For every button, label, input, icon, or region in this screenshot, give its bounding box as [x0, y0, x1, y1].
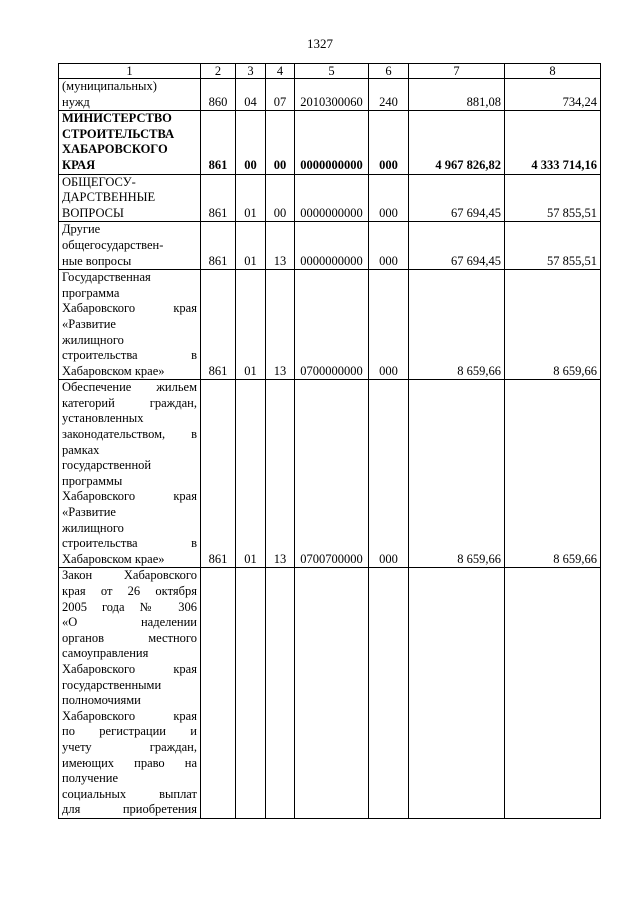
subsection-cell: 13 [266, 222, 295, 270]
table-row [59, 568, 601, 819]
subsection-cell: 13 [266, 380, 295, 568]
column-header: 4 [266, 64, 295, 79]
expense-type-cell: 000 [369, 174, 409, 222]
column-header: 6 [369, 64, 409, 79]
item-name-line: ХАБАРОВСКОГО [62, 142, 168, 157]
item-name-line: Хабаровском крае» [62, 363, 165, 378]
amount-cell-1: 4 967 826,82 [409, 111, 505, 174]
item-name-cell [59, 222, 201, 270]
subsection-cell: 00 [266, 111, 295, 174]
target-article-cell: 0000000000 [295, 111, 369, 174]
item-name-line: «О наделении [62, 615, 197, 630]
item-name-line: Закон Хабаровского [62, 568, 197, 583]
section-cell: 04 [236, 79, 266, 111]
page-number: 1327 [307, 36, 333, 51]
amount-cell-2: 57 855,51 [505, 222, 601, 270]
grbs-cell: 861 [201, 174, 236, 222]
item-name-line: социальных выплат [62, 786, 197, 801]
item-name-line: 2005 года № 306 [62, 599, 197, 614]
item-name-line: самоуправления [62, 646, 149, 661]
item-name-line: полномочиями [62, 693, 141, 708]
item-name-line: Хабаровского края [62, 708, 197, 723]
item-name-line: МИНИСТЕРСТВО [62, 111, 172, 126]
column-header-row [59, 64, 601, 79]
section-cell [236, 568, 266, 819]
amount-cell-2: 8 659,66 [505, 270, 601, 380]
item-name-line: жилищного [62, 332, 124, 347]
section-cell: 01 [236, 174, 266, 222]
item-name-line: Хабаровского края [62, 301, 197, 316]
table-row [59, 270, 601, 380]
expense-type-cell [369, 568, 409, 819]
column-header: 1 [59, 64, 201, 79]
item-name-line: Другие [62, 222, 101, 237]
item-name-line: Государственная [62, 270, 151, 285]
column-header: 7 [409, 64, 505, 79]
item-name-line: государственными [62, 677, 162, 692]
subsection-cell: 07 [266, 79, 295, 111]
expense-type-cell: 000 [369, 222, 409, 270]
grbs-cell: 861 [201, 222, 236, 270]
item-name-line: для приобретения [62, 802, 197, 817]
amount-cell-1: 881,08 [409, 79, 505, 111]
item-name-line: СТРОИТЕЛЬСТВА [62, 126, 175, 141]
grbs-cell: 861 [201, 270, 236, 380]
expense-type-cell: 240 [369, 79, 409, 111]
item-name-line: КРАЯ [62, 157, 96, 172]
subsection-cell: 00 [266, 174, 295, 222]
item-name-line: программа [62, 285, 120, 300]
item-name-line: края от 26 октября [62, 584, 197, 598]
amount-cell-2: 4 333 714,16 [505, 111, 601, 174]
item-name-cell [59, 568, 201, 819]
item-name-line: общегосударствен- [62, 237, 164, 252]
item-name-line: программы [62, 473, 123, 488]
amount-cell-2 [505, 568, 601, 819]
item-name-cell [59, 79, 201, 111]
amount-cell-1: 8 659,66 [409, 270, 505, 380]
target-article-cell: 0700700000 [295, 380, 369, 568]
grbs-cell [201, 568, 236, 819]
subsection-cell: 13 [266, 270, 295, 380]
amount-cell-1: 67 694,45 [409, 222, 505, 270]
target-article-cell: 0700000000 [295, 270, 369, 380]
item-name-line: категорий граждан, [62, 395, 197, 410]
amount-cell-2: 8 659,66 [505, 380, 601, 568]
item-name-line: строительства в [62, 536, 197, 551]
section-cell: 01 [236, 380, 266, 568]
budget-table [58, 63, 601, 819]
item-name-line: получение [62, 771, 119, 786]
target-article-cell: 0000000000 [295, 174, 369, 222]
amount-cell-2: 734,24 [505, 79, 601, 111]
column-header: 8 [505, 64, 601, 79]
item-name-line: Обеспечение жильем [62, 380, 197, 395]
item-name-line: Хабаровского края [62, 489, 197, 504]
item-name-line: имеющих право на [62, 755, 197, 770]
item-name-cell [59, 174, 201, 222]
amount-cell-1: 67 694,45 [409, 174, 505, 222]
section-cell: 01 [236, 270, 266, 380]
item-name-cell [59, 270, 201, 380]
item-name-line: органов местного [62, 630, 197, 645]
section-cell: 01 [236, 222, 266, 270]
table-row [59, 174, 601, 222]
table-row [59, 111, 601, 174]
item-name-line: Хабаровского края [62, 661, 197, 676]
table-row [59, 380, 601, 568]
item-name-line: законодательством, в [62, 427, 197, 442]
section-cell: 00 [236, 111, 266, 174]
item-name-cell [59, 380, 201, 568]
item-name-line: «Развитие [62, 505, 116, 520]
target-article-cell: 2010300060 [295, 79, 369, 111]
column-header: 2 [201, 64, 236, 79]
item-name-line: учету граждан, [62, 739, 197, 754]
amount-cell-1 [409, 568, 505, 819]
item-name-line: установленных [62, 411, 144, 426]
expense-type-cell: 000 [369, 380, 409, 568]
subsection-cell [266, 568, 295, 819]
item-name-line: рамках [62, 442, 100, 457]
item-name-line: (муниципальных) [62, 79, 157, 93]
item-name-line: ные вопросы [62, 253, 132, 268]
item-name-line: нужд [62, 94, 90, 109]
item-name-line: по регистрации и [62, 724, 197, 739]
table-row [59, 79, 601, 111]
column-header: 5 [295, 64, 369, 79]
amount-cell-2: 57 855,51 [505, 174, 601, 222]
item-name-line: жилищного [62, 520, 124, 535]
item-name-cell [59, 111, 201, 174]
item-name-line: ОБЩЕГОСУ- [62, 174, 136, 189]
grbs-cell: 860 [201, 79, 236, 111]
grbs-cell: 861 [201, 380, 236, 568]
amount-cell-1: 8 659,66 [409, 380, 505, 568]
item-name-line: ДАРСТВЕННЫЕ [62, 190, 156, 205]
item-name-line: строительства в [62, 348, 197, 363]
column-header: 3 [236, 64, 266, 79]
item-name-line: ВОПРОСЫ [62, 205, 124, 220]
target-article-cell: 0000000000 [295, 222, 369, 270]
expense-type-cell: 000 [369, 270, 409, 380]
table-row [59, 222, 601, 270]
expense-type-cell: 000 [369, 111, 409, 174]
item-name-line: «Развитие [62, 316, 116, 331]
item-name-line: Хабаровском крае» [62, 551, 165, 566]
target-article-cell [295, 568, 369, 819]
item-name-line: государственной [62, 458, 152, 473]
grbs-cell: 861 [201, 111, 236, 174]
